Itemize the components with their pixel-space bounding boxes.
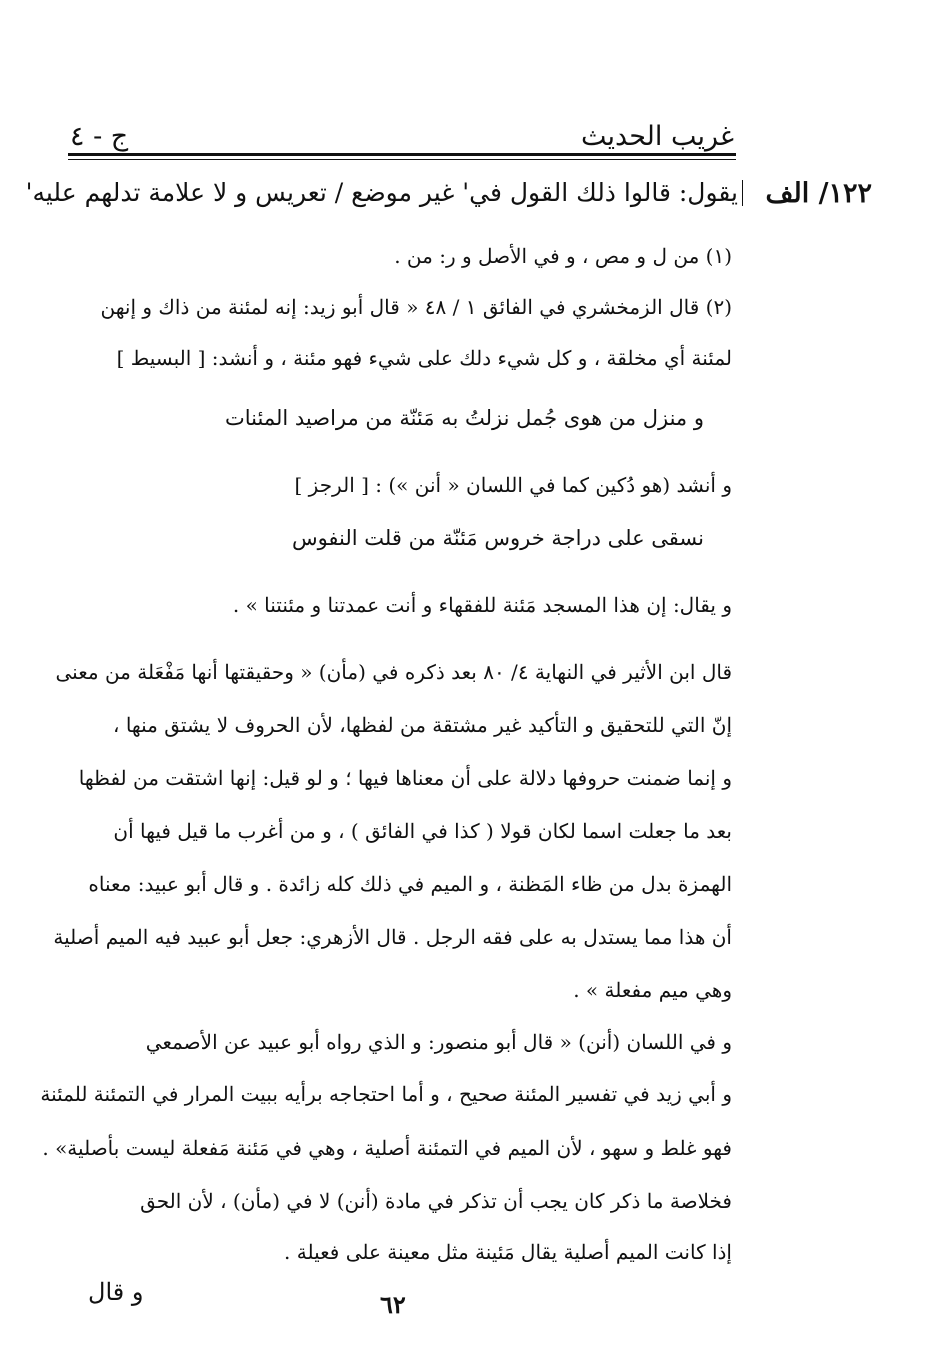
- footnote-line: و أبي زيد في تفسير المئنة صحيح ، و أما احتجاجه برأيه ببيت المرار في التمئنة للمئنة: [40, 1082, 732, 1106]
- footnote-line: قال ابن الأثير في النهاية ٤/ ٨٠ بعد ذكره في (مأن) « وحقيقتها أنها مَفْعَلة من معنى: [55, 660, 732, 684]
- footnote-line: بعد ما جعلت اسما لكان قولا ( كذا في الفائق ) ، و من أغرب ما قيل فيها أن: [113, 819, 732, 843]
- running-header: [70, 108, 734, 152]
- footnote-line: و إنما ضمنت حروفها دلالة على أن معناها فيها ؛ و لو قيل: إنها اشتقت من لفظها: [78, 766, 732, 790]
- footnote-line: (١) من ل و مص ، و في الأصل و ر: من .: [394, 244, 732, 268]
- footnote-line: إذا كانت الميم أصلية يقال مَئينة مثل معينة على فعيلة .: [284, 1240, 732, 1264]
- volume-number: ج - ٤: [70, 121, 129, 152]
- verse-line: نسقى على دراجة خروس مَئنّة من قلت النفوس: [291, 526, 704, 550]
- page-number: ٦٢: [380, 1290, 406, 1319]
- footnote-line: إنّ التي للتحقيق و التأكيد غير مشتقة من لفظها، لأن الحروف لا يشتق منها ،: [113, 713, 732, 737]
- footnote-line: و في اللسان (أنن) « قال أبو منصور: و الذي رواه أبو عبيد عن الأصمعي: [145, 1030, 732, 1054]
- footnote-line: و يقال: إن هذا المسجد مَئنة للفقهاء و أنت عمدتنا و مئنتنا » .: [232, 593, 732, 617]
- footnote-line: أن هذا مما يستدل به على فقه الرجل . قال الأزهري: جعل أبو عبيد فيه الميم أصلية: [53, 925, 732, 949]
- folio-divider: [742, 180, 743, 206]
- verse-line: و منزل من هوى جُمل نزلتُ به مَئنّة من مراصيد المئنات: [225, 406, 704, 430]
- catchword: و قال: [88, 1278, 144, 1306]
- footnote-line: و أنشد (هو دُكين كما في اللسان « أنن ») : [ الرجز ]: [294, 473, 732, 497]
- header-rule-thin: [68, 159, 736, 160]
- footnote-line: الهمزة بدل من ظاء المَظنة ، و الميم في ذلك كله زائدة . و قال أبو عبيد: معناه: [88, 872, 732, 896]
- footnote-line: لمئنة أي مخلقة ، و كل شيء دلك على شيء فهو مئنة ، و أنشد: [ البسيط ]: [116, 346, 732, 370]
- footnote-line: (٢) قال الزمخشري في الفائق ١ / ٤٨ « قال أبو زيد: إنه لمئنة من ذاك و إنهن: [100, 295, 732, 319]
- footnote-line: وهي ميم مفعلة » .: [573, 978, 732, 1002]
- footnote-line: فخلاصة ما ذكر كان يجب أن تذكر في مادة (أنن) لا في (مأن) ، لأن الحق: [140, 1189, 732, 1213]
- manuscript-folio: ١٢٢/ الف: [765, 178, 872, 209]
- header-rule-thick: [68, 153, 736, 156]
- footnote-line: فهو غلط و سهو ، لأن الميم في التمئنة أصلية ، وهي في مَئنة مَفعلة ليست بأصلية» .: [42, 1136, 732, 1160]
- book-title: غريب الحديث: [581, 121, 734, 152]
- main-text-line: يقول: قالوا ذلك القول في' غير موضع / تعريس و لا علامة تدلهم عليه': [25, 178, 738, 207]
